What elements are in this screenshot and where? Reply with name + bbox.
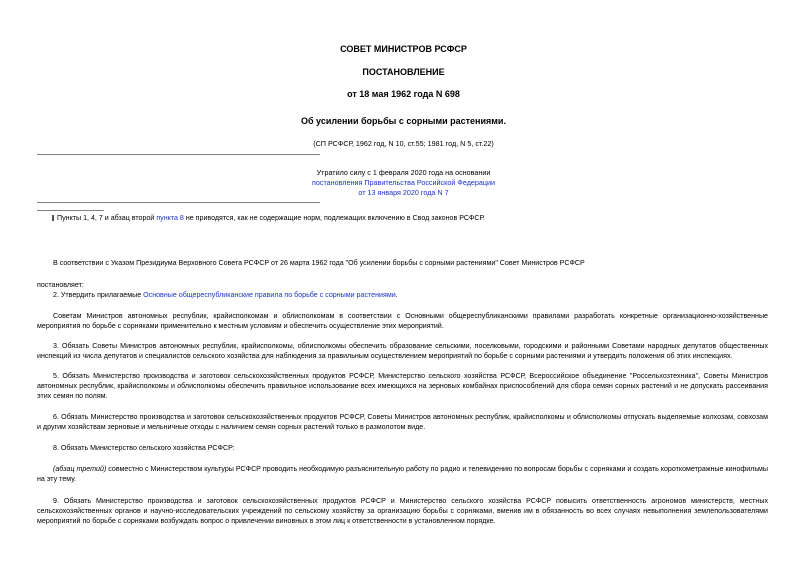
paragraph-2: 2. Утвердить прилагаемые Основные общереспубликанские правила по борьбе с сорными растениями. [53,291,398,299]
paragraph-2b: Советам Министров автономных республик, крайисполкомам и облисполкомам в соответствии с Основными общереспубликанскими правилами разработать конкретные организационно-хозяйственные мероприятия по борьбе с сорняками применительно к местным условиям и обеспечить осуществление этих мероприятий. [37,312,768,330]
status-line: Утратило силу с 1 февраля 2020 года на основании [316,168,491,177]
footnote-divider [37,210,104,211]
repeal-link-1[interactable]: постановления Правительства Российской Федерации [311,178,496,187]
paragraph-5: 5. Обязать Министерство производства и заготовок сельскохозяйственных продуктов РСФСР, Министерство сельского хозяйства РСФСР, Всероссийское объединение "Россельхозтехника", Советы Министров автономных республик, крайисполкомы и облисполкомы обеспечить правильное использование всех имеющихся на зерновых комбайнах приспособлений для сбора семян сорных растений и не допускать рассеивания этих семян по полям. [37,372,768,400]
document-org: СОВЕТ МИНИСТРОВ РСФСР [340,44,467,54]
footnote-marker [52,215,54,221]
paragraph-8b: (абзац третий) совместно с Министерством культуры РСФСР проводить необходимую разъяснительную работу по радио и телевидению по вопросам борьбы с сорняками и создать короткометражные кинофильмы на эту тему. [37,465,768,483]
footnote-link[interactable]: пункта 8 [156,214,184,222]
paragraph-9: 9. Обязать Министерство производства и заготовок сельскохозяйственных продуктов РСФСР и Министерство сельского хозяйства РСФСР повысить ответственность агрономов министерств, местных сельскохозяйственных органов и научно-исследовательских учреждений по сельскому хозяйству за организацию борьбы с сорняками, вменив им в обязанность во всех случаях невыполнения землепользователями мероприятий по борьбе с сорняками возбуждать вопрос о привлечении виновных в этом лиц к ответственности в установленном порядке. [37,497,768,525]
paragraph-8: 8. Обязать Министерство сельского хозяйства РСФСР: [53,444,235,452]
document-title: Об усилении борьбы с сорными растениями. [301,116,506,126]
paragraph-6: 6. Обязать Министерство производства и заготовок сельскохозяйственных продуктов РСФСР, Советы Министров автономных республик, крайисполкомы и облисполкомы отпускать выделяемые колхозам, совхозам и другим хозяйствам зерновые и мельничные отходы с наличием семян сорных растений только в размолотом виде. [37,413,768,431]
document-type: ПОСТАНОВЛЕНИЕ [362,67,445,77]
divider [37,154,320,155]
document-date: от 18 мая 1962 года N 698 [347,89,460,99]
postanovlyaet: постановляет: [37,281,84,289]
rules-link[interactable]: Основные общереспубликанские правила по борьбе с сорными растениями [143,291,396,299]
paragraph-3: 3. Обязать Советы Министров автономных республик, крайисполкомы, облисполкомы обеспечить образование сельскими, поселковыми, городскими и районными Советами народных депутатов общественных инспекций из числа депутатов и специалистов сельского хозяйства для наблюдения за правильным осуществлением мероприятий по борьбе с сорными растениями и утвердить положения об этих инспекциях. [37,342,768,360]
footnote: Пункты 1, 4, 7 и абзац второй пункта 8 не приводятся, как не содержащие норм, подлежащих включению в Свод законов РСФСР. [52,213,485,223]
preamble: В соответствии с Указом Президиума Верховного Совета РСФСР от 26 марта 1962 года "Об усилении борьбы с сорными растениями" Совет Министров РСФСР [53,259,585,267]
divider [37,202,320,203]
repeal-link-2[interactable]: от 13 января 2020 года N 7 [358,188,449,197]
document-source: (СП РСФСР, 1962 год, N 10, ст.55; 1981 год, N 5, ст.22) [313,139,494,148]
